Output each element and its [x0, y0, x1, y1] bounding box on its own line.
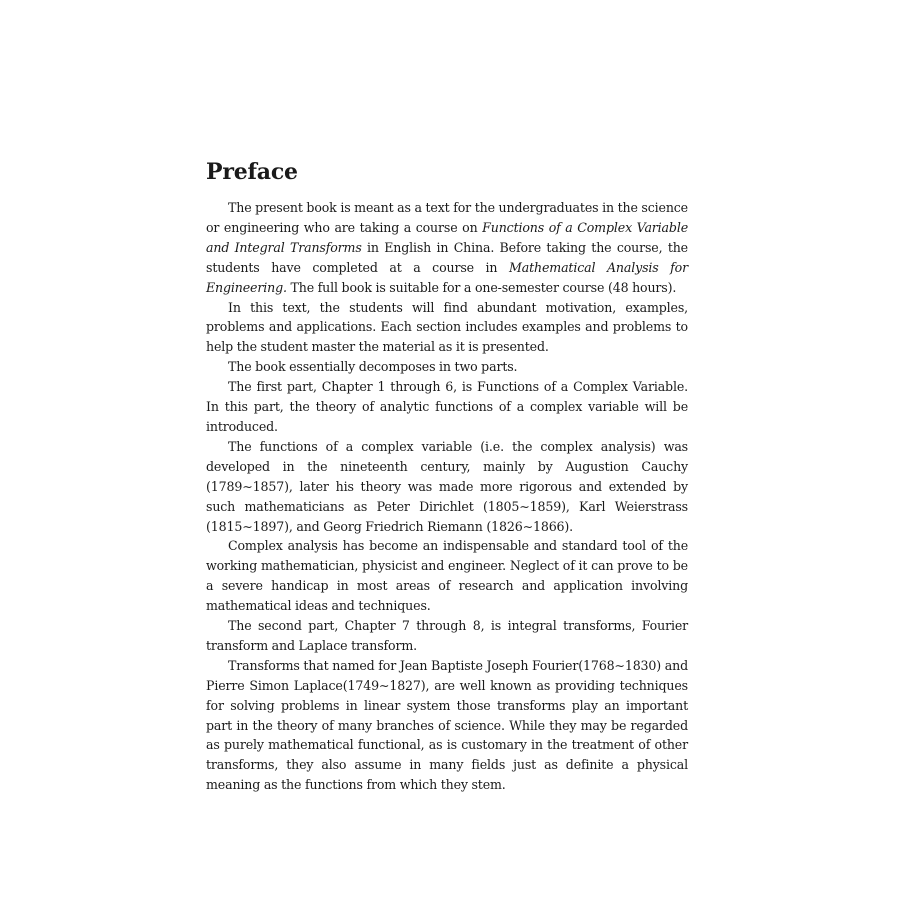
paragraph [206, 656, 688, 795]
paragraph [206, 536, 688, 616]
text-segment: The functions of a complex variable (i.e. the complex analysis) was developed in the nineteenth century, mainly by Augustion Cauchy (1789∼1857), later his theory was made more rigorous and extended by such mathematicians as Peter Dirichlet (1805∼1859), Karl Weierstrass (1815∼1897), and Georg Friedrich Riemann (1826∼1866). [206, 438, 688, 534]
text-segment: Complex analysis has become an indispensable and standard tool of the working mathematician, physicist and engineer. Neglect of it can prove to be a severe handicap in most areas of research and application involving mathematical ideas and techniques. [206, 538, 688, 614]
paragraph [206, 437, 688, 537]
page-title: Preface [206, 159, 298, 185]
preface-section [206, 158, 688, 795]
italic-text-segment: Mathematical Analysis for Engineering. [206, 259, 688, 295]
text-segment: in English in China. Before taking the course, the students have completed at a course in [206, 239, 688, 275]
paragraph [206, 298, 688, 358]
text-segment: The full book is suitable for a one-semester course (48 hours). [286, 279, 677, 295]
paragraph [206, 357, 688, 377]
text-segment: The first part, Chapter 1 through 6, is Functions of a Complex Variable. In this part, the theory of analytic functions of a complex variable will be introduced. [206, 379, 688, 434]
text-segment: The book essentially decomposes in two parts. [228, 359, 518, 375]
paragraph [206, 377, 688, 437]
paragraph [206, 616, 688, 656]
italic-text-segment: Functions of a Complex Variable and Integral Transforms [206, 219, 688, 255]
text-segment: Transforms that named for Jean Baptiste Joseph Fourier(1768∼1830) and Pierre Simon Laplace(1749∼1827), are well known as providing techniques for solving problems in linear system those transforms play an important part in the theory of many branches of science. While they may be regarded as purely mathematical functional, as is customary in the treatment of other transforms, they also assume in many fields just as definite a physical meaning as the functions from which they stem. [206, 657, 688, 793]
paragraph [206, 198, 688, 298]
text-segment: The second part, Chapter 7 through 8, is integral transforms, Fourier transform and Laplace transform. [206, 618, 688, 653]
text-segment: The present book is meant as a text for the undergraduates in the science or engineering who are taking a course on [206, 200, 688, 235]
text-segment: In this text, the students will find abundant motivation, examples, problems and applications. Each section includes examples and problems to help the student master the material as it is presented. [206, 299, 688, 355]
preface-body [206, 198, 688, 795]
